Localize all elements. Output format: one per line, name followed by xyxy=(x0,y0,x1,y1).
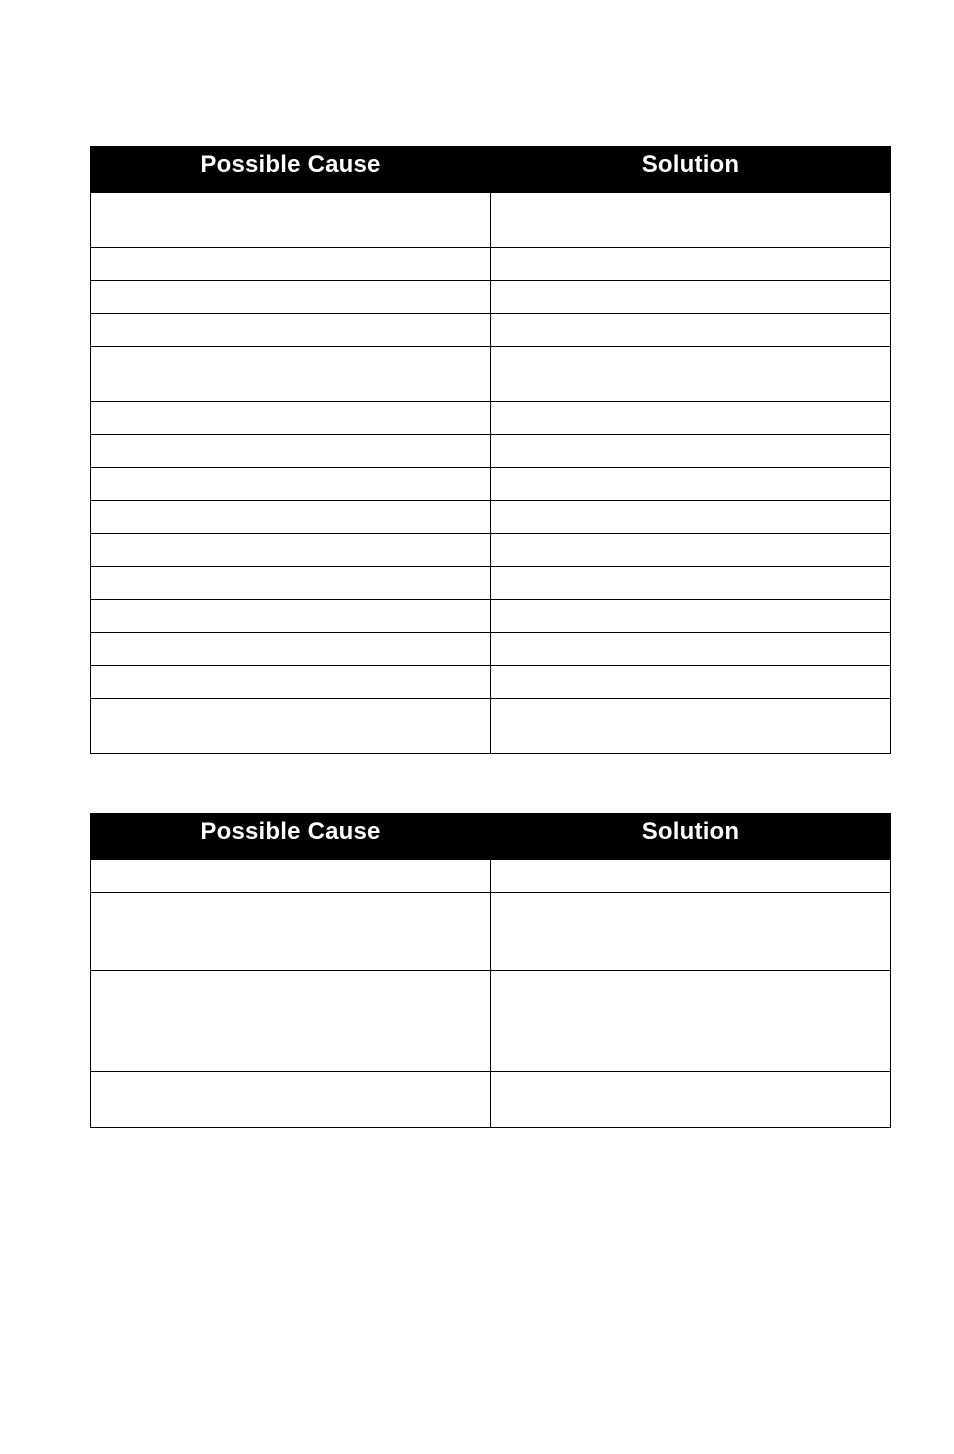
table-row xyxy=(91,501,891,534)
solution-cell xyxy=(491,347,891,402)
table-row xyxy=(91,534,891,567)
cause-cell xyxy=(91,567,491,600)
solution-cell xyxy=(491,193,891,248)
cause-cell xyxy=(91,193,491,248)
solution-cell xyxy=(491,281,891,314)
table-row xyxy=(91,633,891,666)
cause-cell xyxy=(91,281,491,314)
cause-cell xyxy=(91,534,491,567)
cause-cell xyxy=(91,600,491,633)
cause-cell xyxy=(91,435,491,468)
table-row xyxy=(91,893,891,971)
troubleshooting-table-1 xyxy=(90,146,891,754)
header-possible-cause: Possible Cause xyxy=(91,814,491,860)
cause-cell xyxy=(91,633,491,666)
solution-cell xyxy=(491,248,891,281)
table-row xyxy=(91,468,891,501)
table-row xyxy=(91,600,891,633)
solution-cell xyxy=(491,893,891,971)
cause-cell xyxy=(91,1072,491,1128)
solution-cell xyxy=(491,633,891,666)
cause-cell xyxy=(91,347,491,402)
solution-cell xyxy=(491,860,891,893)
table-row xyxy=(91,314,891,347)
cause-cell xyxy=(91,248,491,281)
solution-cell xyxy=(491,666,891,699)
header-solution: Solution xyxy=(491,147,891,193)
solution-cell xyxy=(491,600,891,633)
table-row xyxy=(91,248,891,281)
header-possible-cause: Possible Cause xyxy=(91,147,491,193)
solution-cell xyxy=(491,501,891,534)
solution-cell xyxy=(491,699,891,754)
table-row xyxy=(91,567,891,600)
table-row xyxy=(91,1072,891,1128)
table-row xyxy=(91,281,891,314)
table-header-row xyxy=(91,147,891,193)
cause-cell xyxy=(91,893,491,971)
solution-cell xyxy=(491,468,891,501)
cause-cell xyxy=(91,402,491,435)
table-row xyxy=(91,860,891,893)
table-row xyxy=(91,699,891,754)
solution-cell xyxy=(491,1072,891,1128)
solution-cell xyxy=(491,314,891,347)
solution-cell xyxy=(491,534,891,567)
table-row xyxy=(91,435,891,468)
solution-cell xyxy=(491,435,891,468)
header-solution: Solution xyxy=(491,814,891,860)
solution-cell xyxy=(491,971,891,1072)
cause-cell xyxy=(91,699,491,754)
solution-cell xyxy=(491,402,891,435)
cause-cell xyxy=(91,501,491,534)
table-row xyxy=(91,971,891,1072)
table-row xyxy=(91,402,891,435)
cause-cell xyxy=(91,468,491,501)
cause-cell xyxy=(91,971,491,1072)
cause-cell xyxy=(91,860,491,893)
table-header-row xyxy=(91,814,891,860)
cause-cell xyxy=(91,666,491,699)
cause-cell xyxy=(91,314,491,347)
troubleshooting-table-2 xyxy=(90,813,891,1128)
solution-cell xyxy=(491,567,891,600)
table-row xyxy=(91,193,891,248)
table-row xyxy=(91,347,891,402)
table-row xyxy=(91,666,891,699)
